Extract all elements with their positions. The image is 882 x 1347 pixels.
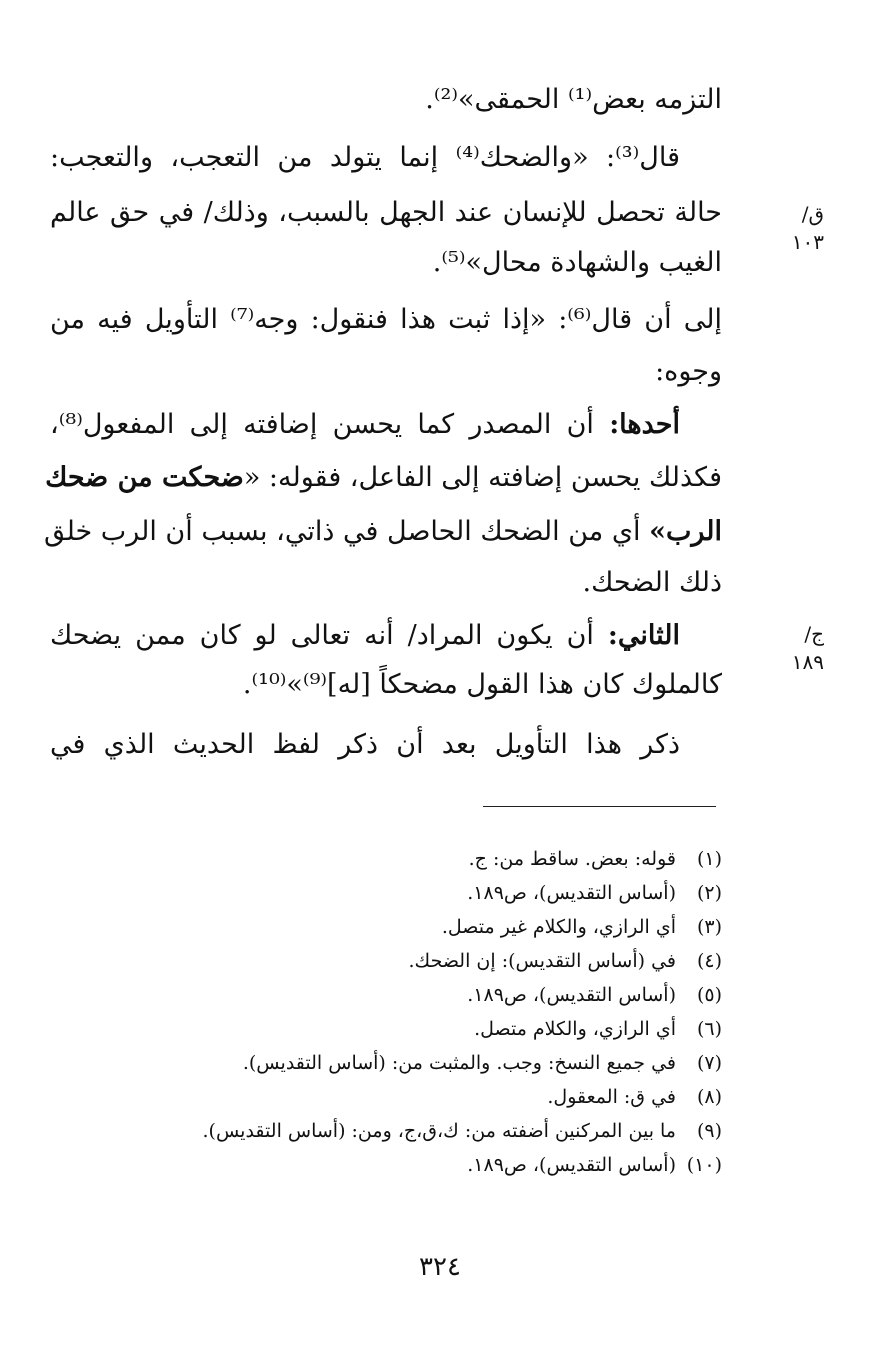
body-text: قال⁽³⁾: «والضحك⁽⁴⁾ إنما يتولد من التعجب، والتعجب: <box>50 142 680 173</box>
body-line-5 <box>50 300 722 340</box>
footnote-text: أي الرازي، والكلام متصل. <box>474 1018 676 1040</box>
body-line-11 <box>50 616 722 656</box>
footnote-2 <box>82 876 722 910</box>
footnote-number: (٨) <box>696 1086 722 1108</box>
footnote-number: (٥) <box>696 984 722 1006</box>
margin-ref-jim: ج/١٨٩ <box>791 622 824 674</box>
footnote-text: قوله: بعض. ساقط من: ج. <box>468 848 676 870</box>
footnote-number: (٧) <box>696 1052 722 1074</box>
body-line-6 <box>50 352 722 392</box>
footnote-text: (أساس التقديس)، ص١٨٩. <box>467 984 676 1006</box>
body-line-2 <box>50 138 722 178</box>
footnote-number: (١) <box>696 848 722 870</box>
footnote-6 <box>82 1012 722 1046</box>
body-line-3 <box>50 193 722 233</box>
hadith-quote: ضحكت من ضحك <box>45 462 244 493</box>
body-text: إلى أن قال⁽⁶⁾: «إذا ثبت هذا فنقول: وجه⁽⁷⁾ التأويل فيه من <box>50 304 723 335</box>
body-text: كالملوك كان هذا القول مضحكاً [له]⁽⁹⁾»⁽¹⁰⁾. <box>242 669 722 700</box>
footnote-3 <box>82 910 722 944</box>
body-text: وجوه: <box>655 356 722 387</box>
footnote-text: (أساس التقديس)، ص١٨٩. <box>467 882 676 904</box>
body-text: ذكر هذا التأويل بعد أن ذكر لفظ الحديث الذي في <box>50 729 680 760</box>
body-line-10 <box>50 563 722 603</box>
hadith-quote-end: الرب» <box>649 516 722 547</box>
body-text: التزمه بعض⁽¹⁾ الحمقى»⁽²⁾. <box>425 84 722 115</box>
footnote-number: (٢) <box>696 882 722 904</box>
footnote-text: في جميع النسخ: وجب. والمثبت من: (أساس التقديس). <box>242 1052 676 1074</box>
section-heading-first: أحدها: <box>609 409 680 440</box>
body-line-4 <box>50 243 722 283</box>
footnote-number: (٤) <box>696 950 722 972</box>
footnote-5 <box>82 978 722 1012</box>
footnote-9 <box>82 1114 722 1148</box>
footnote-1 <box>82 842 722 876</box>
body-text: ذلك الضحك. <box>582 567 722 598</box>
footnote-text: ما بين المركنين أضفته من: ك،ق،ج، ومن: (أساس التقديس). <box>202 1120 676 1142</box>
footnote-number: (٩) <box>696 1120 722 1142</box>
page-number: ٣٢٤ <box>419 1252 461 1282</box>
footnote-text: في ق: المعقول. <box>547 1086 676 1108</box>
footnote-text: (أساس التقديس)، ص١٨٩. <box>467 1154 676 1176</box>
footnote-7 <box>82 1046 722 1080</box>
body-line-12 <box>50 665 722 705</box>
margin-ref-qaf: ق/١٠٣ <box>791 202 824 254</box>
body-text: أن يكون المراد/ أنه تعالى لو كان ممن يضحك <box>50 620 594 651</box>
footnote-4 <box>82 944 722 978</box>
footnote-number: (٣) <box>696 916 722 938</box>
body-line-7 <box>50 405 722 445</box>
footnote-separator <box>483 806 716 807</box>
section-heading-second: الثاني: <box>607 620 680 651</box>
footnote-8 <box>82 1080 722 1114</box>
body-text: أي من الضحك الحاصل في ذاتي، بسبب أن الرب خلق <box>44 516 641 547</box>
footnote-10 <box>82 1148 722 1182</box>
body-line-13 <box>50 725 722 765</box>
body-text: الغيب والشهادة محال»⁽⁵⁾. <box>432 247 722 278</box>
footnote-text: أي الرازي، والكلام غير متصل. <box>441 916 676 938</box>
footnote-text: في (أساس التقديس): إن الضحك. <box>408 950 676 972</box>
body-line-1 <box>50 80 722 120</box>
body-text: فكذلك يحسن إضافته إلى الفاعل، فقوله: « <box>243 462 722 493</box>
footnote-number: (١٠) <box>686 1154 722 1176</box>
body-text: حالة تحصل للإنسان عند الجهل بالسبب، وذلك/ في حق عالم <box>50 197 722 228</box>
body-line-8 <box>45 458 722 498</box>
footnote-number: (٦) <box>696 1018 722 1040</box>
body-text: أن المصدر كما يحسن إضافته إلى المفعول⁽⁸⁾، <box>50 409 594 440</box>
body-line-9 <box>44 512 722 552</box>
